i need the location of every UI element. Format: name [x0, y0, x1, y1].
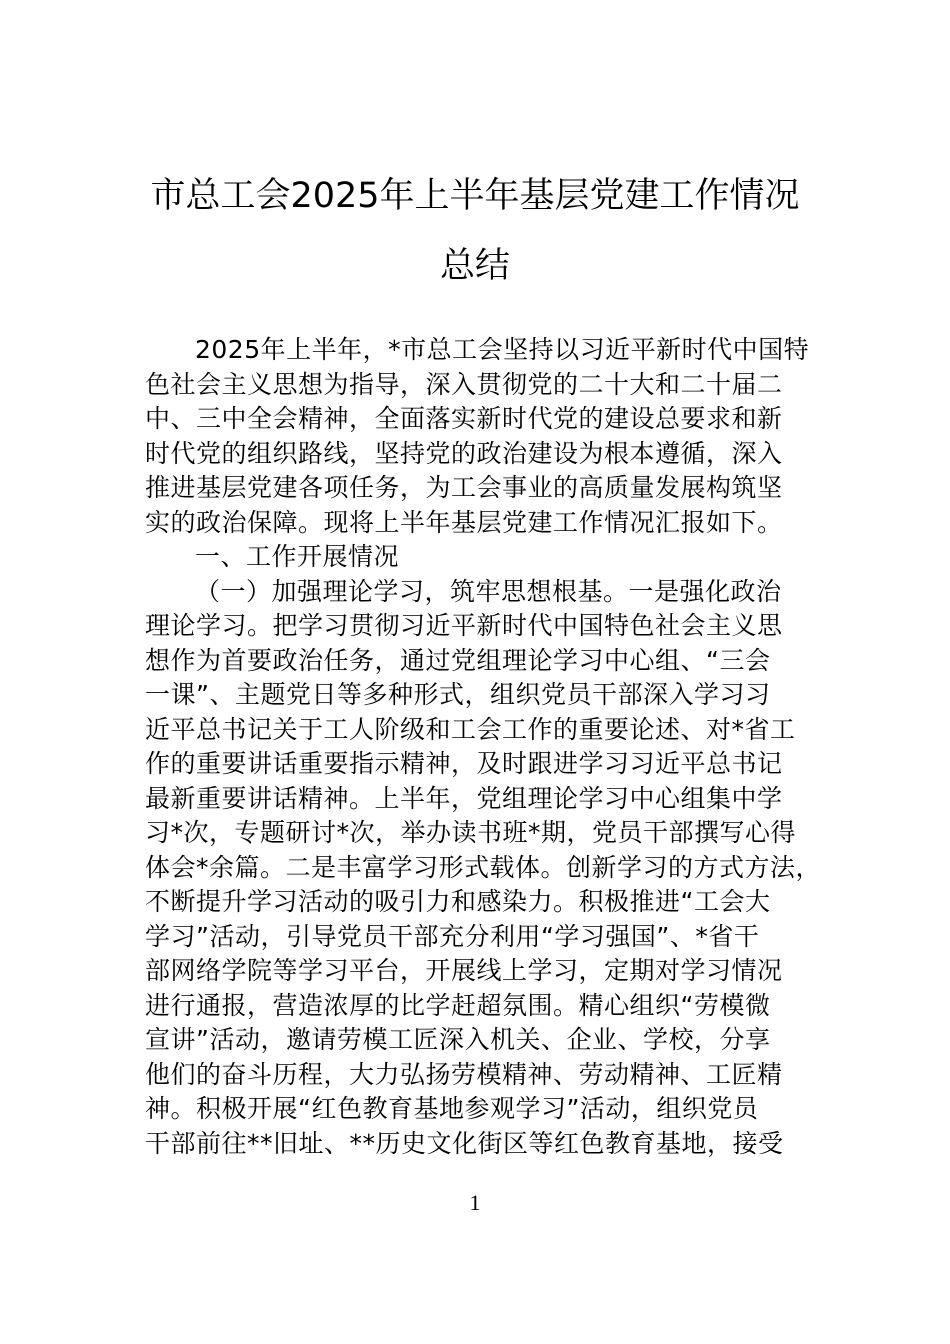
- subsection-heading-line: （一）加强理论学习，筑牢思想根基。一是强化政治: [195, 576, 782, 606]
- page-number: 1: [469, 1190, 481, 1215]
- body-line: 时代党的组织路线，坚持党的政治建设为根本遵循，深入: [145, 438, 783, 468]
- document-title-line-2: 总结: [439, 246, 510, 286]
- body-line: 2025年上半年，*市总工会坚持以习近平新时代中国特: [195, 335, 810, 364]
- body-line: 不断提升学习活动的吸引力和感染力。积极推进“工会大: [145, 887, 771, 916]
- document-body: [145, 333, 825, 1161]
- body-line: 干部前往**旧址、**历史文化街区等红色教育基地，接受: [145, 1128, 784, 1158]
- body-line: 最新重要讲话精神。上半年，党组理论学习中心组集中学: [145, 783, 783, 813]
- body-line: 想作为首要政治任务，通过党组理论学习中心组、“三会: [145, 645, 771, 675]
- body-line: 部网络学院等学习平台，开展线上学习，定期对学习情况: [145, 956, 783, 985]
- body-line: 近平总书记关于工人阶级和工会工作的重要论述、对*省工: [145, 714, 796, 744]
- body-line: 习*次，专题研讨*次，举办读书班*期，党员干部撰写心得: [145, 818, 797, 847]
- body-line: 学习”活动，引导党员干部充分利用“学习强国”、*省干: [145, 921, 760, 951]
- body-line: 中、三中全会精神，全面落实新时代党的建设总要求和新: [145, 404, 783, 433]
- body-line: 理论学习。把学习贯彻习近平新时代中国特色社会主义思: [145, 611, 783, 640]
- body-line: 一课”、主题党日等多种形式，组织党员干部深入学习习: [145, 680, 771, 709]
- body-line: 宣讲”活动，邀请劳模工匠深入机关、企业、学校，分享: [145, 1025, 771, 1054]
- body-line: 进行通报，营造浓厚的比学赶超氛围。精心组织“劳模微: [145, 990, 771, 1020]
- body-line: 实的政治保障。现将上半年基层党建工作情况汇报如下。: [145, 507, 783, 537]
- body-line: 推进基层党建各项任务，为工会事业的高质量发展构筑坚: [145, 473, 783, 502]
- document-title-line-1: 市总工会2025年上半年基层党建工作情况: [150, 176, 800, 216]
- body-line: 神。积极开展“红色教育基地参观学习”活动，组织党员: [145, 1094, 759, 1123]
- body-line: 体会*余篇。二是丰富学习形式载体。创新学习的方式方法，: [145, 852, 822, 882]
- body-line: 他们的奋斗历程，大力弘扬劳模精神、劳动精神、工匠精: [145, 1059, 783, 1089]
- body-line: 色社会主义思想为指导，深入贯彻党的二十大和二十届二: [145, 369, 783, 399]
- section-heading: 一、工作开展情况: [195, 542, 400, 571]
- body-line: 作的重要讲话重要指示精神，及时跟进学习习近平总书记: [145, 749, 783, 778]
